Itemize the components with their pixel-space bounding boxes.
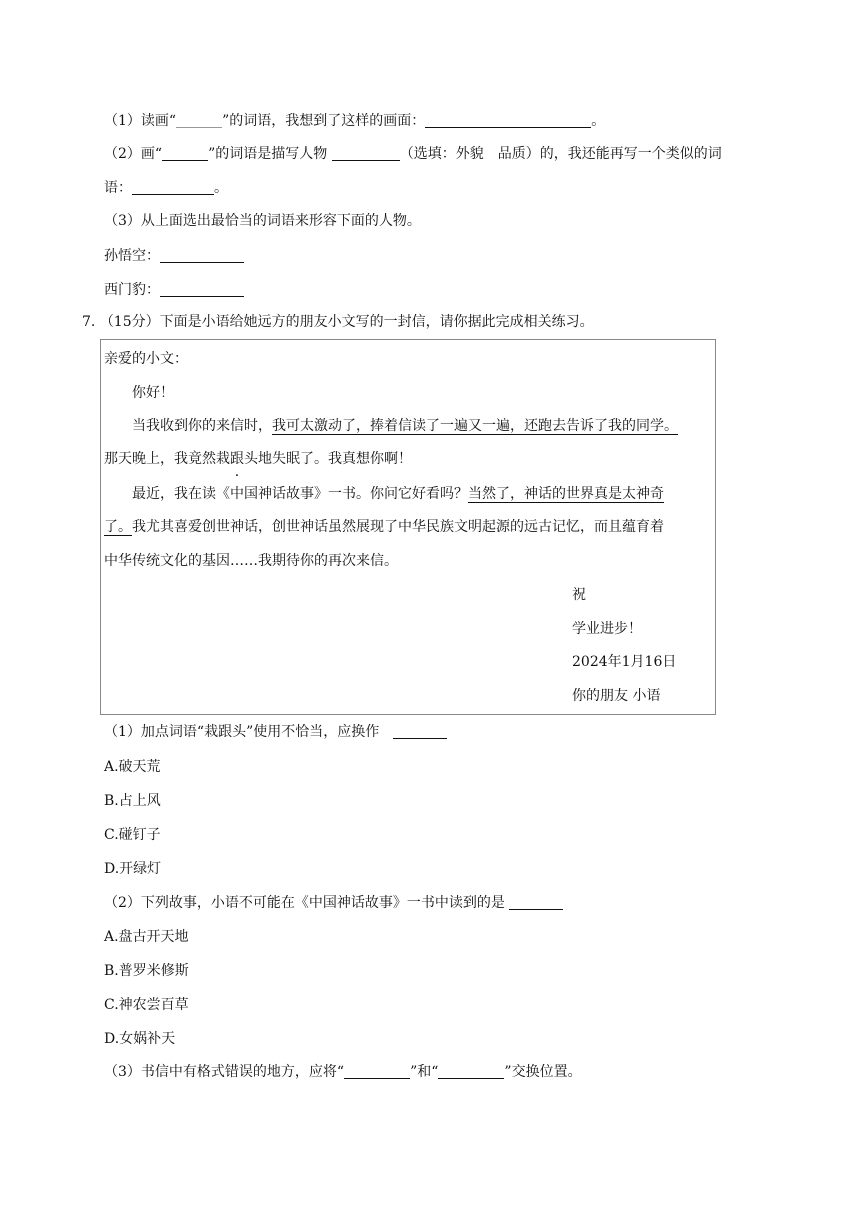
letter-p1-line1: 当我收到你的来信时，我可太激动了，捧着信读了一遍又一遍，还跑去告诉了我的同学。	[132, 418, 678, 434]
q7-sub2-question: （2）下列故事，小语不可能在《中国神话故事》一书中读到的是	[104, 893, 563, 913]
letter-salutation: 亲爱的小文：	[104, 351, 188, 367]
q7-sub1-option-b[interactable]: B.占上风	[104, 793, 161, 809]
q7-intro: （15分）下面是小语给她远方的朋友小文写的一封信，请你据此完成相关练习。	[99, 314, 594, 330]
letter-date: 2024年1月16日	[572, 654, 677, 670]
q7-sub3-blank-2[interactable]	[438, 1064, 504, 1079]
q6-sub1-blank-scene[interactable]	[425, 113, 591, 128]
letter-p2-underlined-2: 了。	[104, 519, 132, 535]
q7-sub3: （3）书信中有格式错误的地方，应将“ ”和“ ”交换位置。	[104, 1064, 582, 1080]
letter-p2-line3: 中华传统文化的基因……我期待你的再次来信。	[104, 553, 398, 569]
q7-sub1-option-d[interactable]: D.开绿灯	[104, 861, 162, 877]
q7-sub2-blank[interactable]	[509, 895, 563, 910]
letter-greeting: 你好！	[132, 385, 174, 401]
q7-sub1-option-a[interactable]: A.破天荒	[104, 759, 161, 775]
q6-sub3: （3）从上面选出最恰当的词语来形容下面的人物。	[104, 213, 421, 229]
letter-closing1: 祝	[572, 587, 586, 603]
letter-p1-line2: 那天晚上，我竟然栽跟头地失眠了。我真想你啊！	[104, 451, 412, 467]
q7-header	[82, 312, 594, 332]
q6-sub2: （2）画“ ”的词语是描写人物 （选填：外貌 品质）的，我还能再写一个类似的词	[104, 146, 722, 162]
q6-char2-blank[interactable]	[160, 282, 244, 297]
q6-sub1: （1）读画“ ”的词语，我想到了这样的画面： 。	[104, 113, 606, 129]
q7-sub2-option-b[interactable]: B.普罗米修斯	[104, 963, 189, 979]
letter-closing2: 学业进步！	[572, 621, 642, 637]
q6-sub2-blank-extra[interactable]	[132, 180, 214, 195]
letter-dotted-word: 栽跟头	[216, 451, 258, 467]
q7-sub1-blank[interactable]	[393, 724, 447, 739]
q7-sub1-question: （1）加点词语“栽跟头”使用不恰当，应换作	[104, 722, 447, 742]
q7-sub3-blank-1[interactable]	[344, 1064, 410, 1079]
letter-signature: 你的朋友 小语	[572, 688, 661, 704]
letter-p2-underlined-1: 当然了，神话的世界真是太神奇	[468, 486, 664, 502]
q6-char1: 孙悟空：	[104, 246, 244, 266]
q6-sub2-blank-word[interactable]	[162, 146, 208, 161]
q6-sub2-line2: 语： 。	[104, 180, 228, 196]
q7-number: 7.	[82, 314, 96, 330]
letter-p2-line1: 最近，我在读《中国神话故事》一书。你问它好看吗？当然了，神话的世界真是太神奇	[132, 486, 664, 502]
q6-char2: 西门豹：	[104, 280, 244, 300]
q6-char1-blank[interactable]	[160, 248, 244, 263]
q7-sub2-option-c[interactable]: C.神农尝百草	[104, 997, 189, 1013]
letter-p2-line2: 了。我尤其喜爱创世神话，创世神话虽然展现了中华民族文明起源的远古记忆，而且蕴育着	[104, 519, 664, 535]
q6-sub1-blank-word[interactable]	[176, 113, 222, 128]
q7-sub2-option-a[interactable]: A.盘古开天地	[104, 929, 189, 945]
q7-sub1-option-c[interactable]: C.碰钉子	[104, 827, 161, 843]
q6-sub2-blank-choice[interactable]	[332, 146, 400, 161]
q7-sub2-option-d[interactable]: D.女娲补天	[104, 1031, 176, 1047]
letter-p1-underlined: 我可太激动了，捧着信读了一遍又一遍，还跑去告诉了我的同学。	[272, 418, 678, 434]
